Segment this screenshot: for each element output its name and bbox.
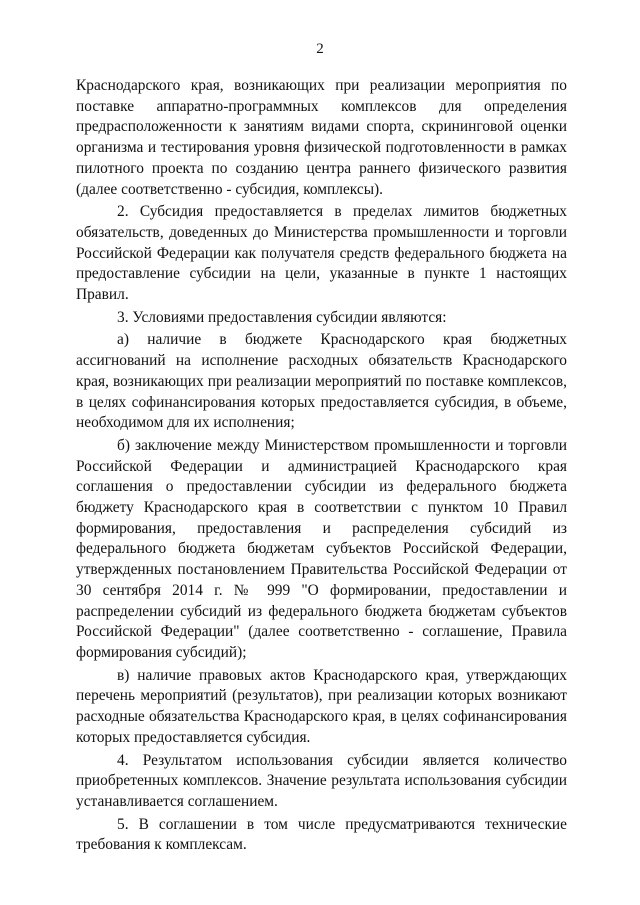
document-body [76, 76, 567, 858]
paragraph-item-3: 3. Условиями предоставления субсидии являются: [117, 308, 447, 326]
paragraph-continuation: Краснодарского края, возникающих при реализации мероприятия по поставке аппаратно-программных комплексов для определения предрасположенности к занятиям видами спорта, скрининговой оценки организма и тестирования уровня физической подготовленности в рамках пилотного проекта по созданию центра раннего физического развития (далее соответственно - субсидия, комплексы). [76, 77, 567, 198]
page-number: 2 [316, 41, 324, 57]
paragraph-item-2: 2. Субсидия предоставляется в пределах лимитов бюджетных обязательств, доведенных до Министерства промышленности и торговли Российской Федерации как получателя средств федерального бюджета на предоставление субсидии на цели, указанные в пункте 1 настоящих Правил. [76, 203, 567, 304]
paragraph-item-5: 5. В соглашении в том числе предусматриваются технические требования к комплексам. [76, 815, 567, 854]
paragraph-subitem-b: б) заключение между Министерством промышленности и торговли Российской Федерации и администрацией Краснодарского края соглашения о предоставлении субсидии из федерального бюджета бюджету Краснодарского края в соответствии с пунктом 10 Правил формирования, предоставления и распределения субсидий из федерального бюджета бюджетам субъектов Российской Федерации, утвержденных постановлением Правительства Российской Федерации от 30 сентября 2014 г. № 999 "О формировании, предоставлении и распределении субсидий из федерального бюджета бюджетам субъектов Российской Федерации" (далее соответственно - соглашение, Правила формирования субсидий); [76, 436, 567, 661]
paragraph-subitem-a: а) наличие в бюджете Краснодарского края бюджетных ассигнований на исполнение расходных обязательств Краснодарского края, возникающих при реализации мероприятий по поставке комплексов, в целях софинансирования которых предоставляется субсидия, в объеме, необходимом для их исполнения; [76, 331, 567, 432]
paragraph-subitem-v: в) наличие правовых актов Краснодарского края, утверждающих перечень мероприятий (результатов), при реализации которых возникают расходные обязательства Краснодарского края, в целях софинансирования которых предоставляется субсидия. [76, 666, 567, 746]
paragraph-item-4: 4. Результатом использования субсидии является количество приобретенных комплексов. Значение результата использования субсидии устанавливается соглашением. [76, 751, 567, 810]
